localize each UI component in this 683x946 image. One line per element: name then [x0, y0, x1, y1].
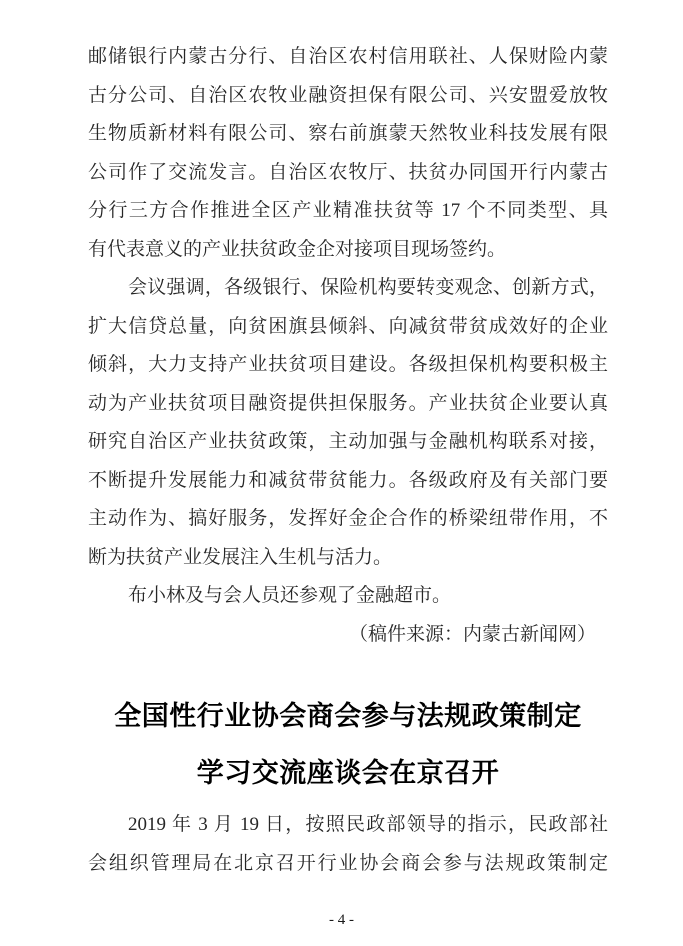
- body-line: 扩大信贷总量，向贫困旗县倾斜、向减贫带贫成效好的企业: [88, 315, 608, 337]
- body-line: 2019 年 3 月 19 日，按照民政部领导的指示，民政部社: [128, 814, 608, 835]
- page-content: [88, 38, 608, 883]
- article-2-title: [88, 688, 608, 802]
- source-credit: （稿件来源：内蒙古新闻网）: [348, 623, 596, 645]
- article-1-body: [88, 38, 608, 654]
- body-line: 邮储银行内蒙古分行、自治区农村信用联社、人保财险内蒙: [88, 46, 608, 67]
- page-number: - 4 -: [329, 912, 354, 928]
- body-line: 会组织管理局在北京召开行业协会商会参与法规政策制定: [88, 852, 608, 874]
- body-line: 会议强调，各级银行、保险机构要转变观念、创新方式，: [128, 277, 608, 298]
- body-line: 研究自治区产业扶贫政策，主动加强与金融机构联系对接，: [88, 431, 608, 452]
- body-line: 布小林及与会人员还参观了金融超市。: [128, 585, 452, 606]
- body-line: 主动作为、搞好服务，发挥好金企合作的桥梁纽带作用，不: [88, 508, 608, 529]
- article-2-body: [88, 806, 608, 883]
- body-line: 不断提升发展能力和减贫带贫能力。各级政府及有关部门要: [88, 469, 608, 491]
- body-line: 有代表意义的产业扶贫政金企对接项目现场签约。: [88, 238, 507, 260]
- article-title-line-1: 全国性行业协会商会参与法规政策制定: [114, 701, 582, 731]
- article-title-line-2: 学习交流座谈会在京召开: [196, 758, 500, 788]
- body-line: 动为产业扶贫项目融资提供担保服务。产业扶贫企业要认真: [88, 392, 608, 414]
- body-line: 分行三方合作推进全区产业精准扶贫等 17 个不同类型、具: [88, 200, 608, 221]
- body-line: 断为扶贫产业发展注入生机与活力。: [88, 546, 393, 568]
- body-line: 生物质新材料有限公司、察右前旗蒙天然牧业科技发展有限: [88, 123, 608, 144]
- body-line: 倾斜，大力支持产业扶贫项目建设。各级担保机构要积极主: [88, 354, 608, 375]
- body-line: 公司作了交流发言。自治区农牧厅、扶贫办同国开行内蒙古: [88, 161, 608, 183]
- body-line: 古分公司、自治区农牧业融资担保有限公司、兴安盟爱放牧: [88, 84, 608, 106]
